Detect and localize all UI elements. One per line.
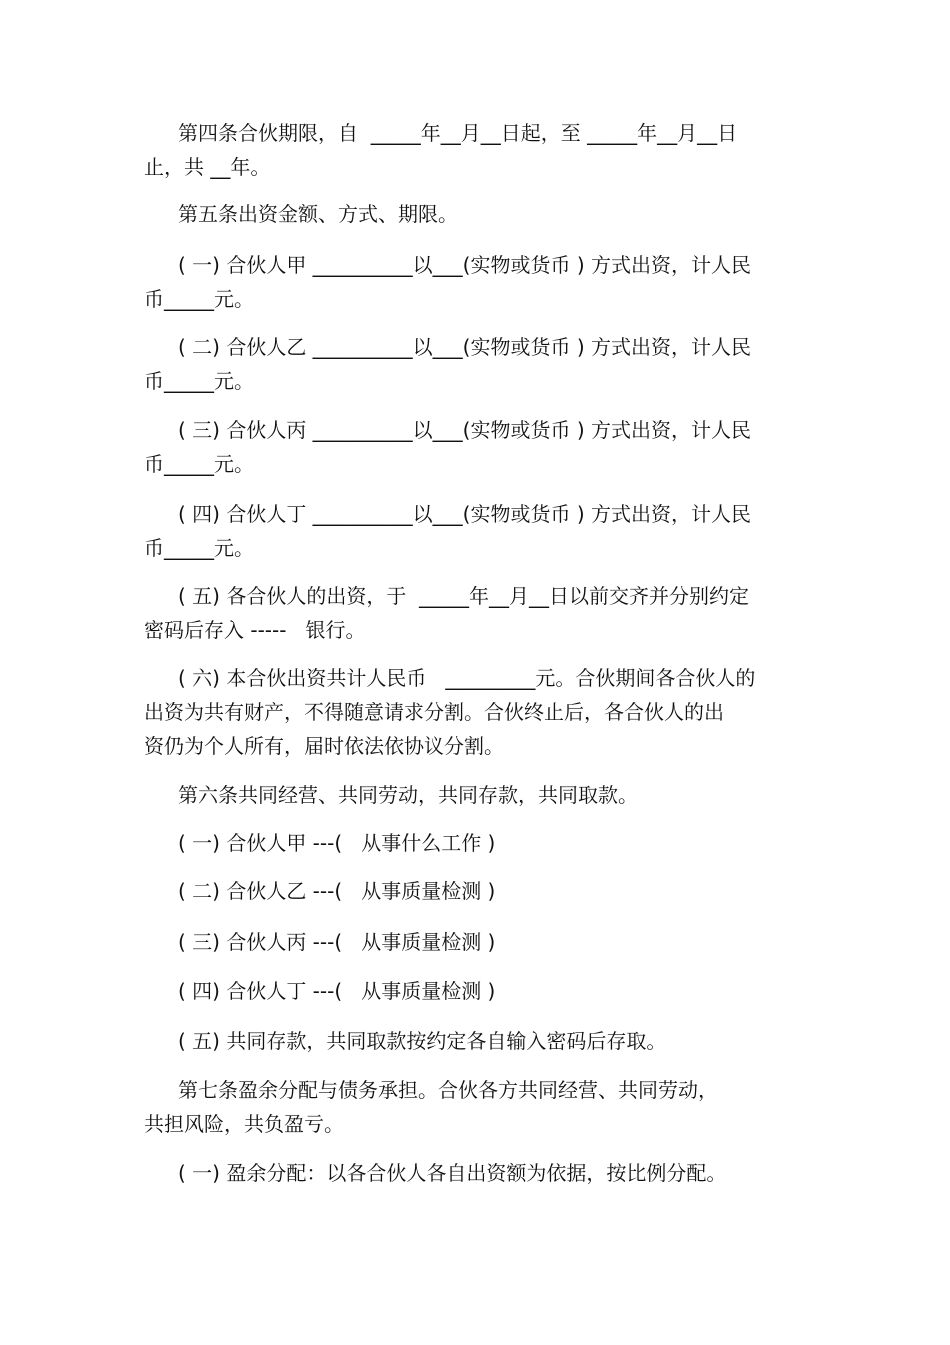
text-line: 密码后存入 ----- 银行。 (144, 618, 366, 642)
text-line: 共担风险，共负盈亏。 (144, 1112, 344, 1136)
text-line: ( 一) 合伙人甲 ---( 从事什么工作 ) (178, 831, 496, 855)
contribution-partner-a (144, 248, 794, 316)
text-line: 资仍为个人所有，届时依法依协议分割。 (144, 734, 504, 758)
text-line: 币_____元。 (144, 536, 254, 560)
article-7-heading (144, 1073, 794, 1141)
contribution-partner-c (144, 413, 794, 481)
duty-partner-b (144, 874, 794, 908)
duty-partner-a (144, 826, 794, 860)
contribution-partner-d (144, 497, 794, 565)
text-line: ( 四) 合伙人丁 ---( 从事质量检测 ) (178, 979, 496, 1003)
total-contribution (144, 661, 794, 763)
joint-deposit-withdrawal (144, 1024, 794, 1058)
text-line: ( 五) 共同存款，共同取款按约定各自输入密码后存取。 (178, 1029, 667, 1053)
text-line: ( 六) 本合伙出资共计人民币 _________元。合伙期间各合伙人的 (178, 666, 756, 690)
article-4-term (144, 116, 794, 184)
profit-distribution (144, 1156, 794, 1190)
text-line: 第四条合伙期限，自 _____年__月__日起，至 _____年__月__日 (178, 121, 738, 145)
text-line: ( 三) 合伙人丙 ---( 从事质量检测 ) (178, 930, 496, 954)
text-line: 币_____元。 (144, 287, 254, 311)
text-line: ( 一) 盈余分配：以各合伙人各自出资额为依据，按比例分配。 (178, 1161, 727, 1185)
contribution-deadline (144, 579, 794, 647)
text-line: 币_____元。 (144, 369, 254, 393)
duty-partner-d (144, 974, 794, 1008)
text-line: ( 一) 合伙人甲 __________以___(实物或货币 ) 方式出资，计人民 (178, 253, 751, 277)
text-line: 币_____元。 (144, 452, 254, 476)
article-6-heading (144, 778, 794, 812)
text-line: ( 二) 合伙人乙 ---( 从事质量检测 ) (178, 879, 496, 903)
text-line: 第七条盈余分配与债务承担。合伙各方共同经营、共同劳动， (178, 1078, 718, 1102)
text-line: ( 三) 合伙人丙 __________以___(实物或货币 ) 方式出资，计人民 (178, 418, 751, 442)
text-line: ( 四) 合伙人丁 __________以___(实物或货币 ) 方式出资，计人民 (178, 502, 751, 526)
text-line: 第六条共同经营、共同劳动，共同存款，共同取款。 (178, 783, 638, 807)
text-line: ( 二) 合伙人乙 __________以___(实物或货币 ) 方式出资，计人民 (178, 335, 751, 359)
text-line: ( 五) 各合伙人的出资，于 _____年__月__日以前交齐并分别约定 (178, 584, 750, 608)
contribution-partner-b (144, 330, 794, 398)
text-line: 止，共 __年。 (144, 155, 271, 179)
article-5-heading (144, 197, 794, 231)
text-line: 第五条出资金额、方式、期限。 (178, 202, 458, 226)
duty-partner-c (144, 925, 794, 959)
text-line: 出资为共有财产，不得随意请求分割。合伙终止后，各合伙人的出 (144, 700, 724, 724)
